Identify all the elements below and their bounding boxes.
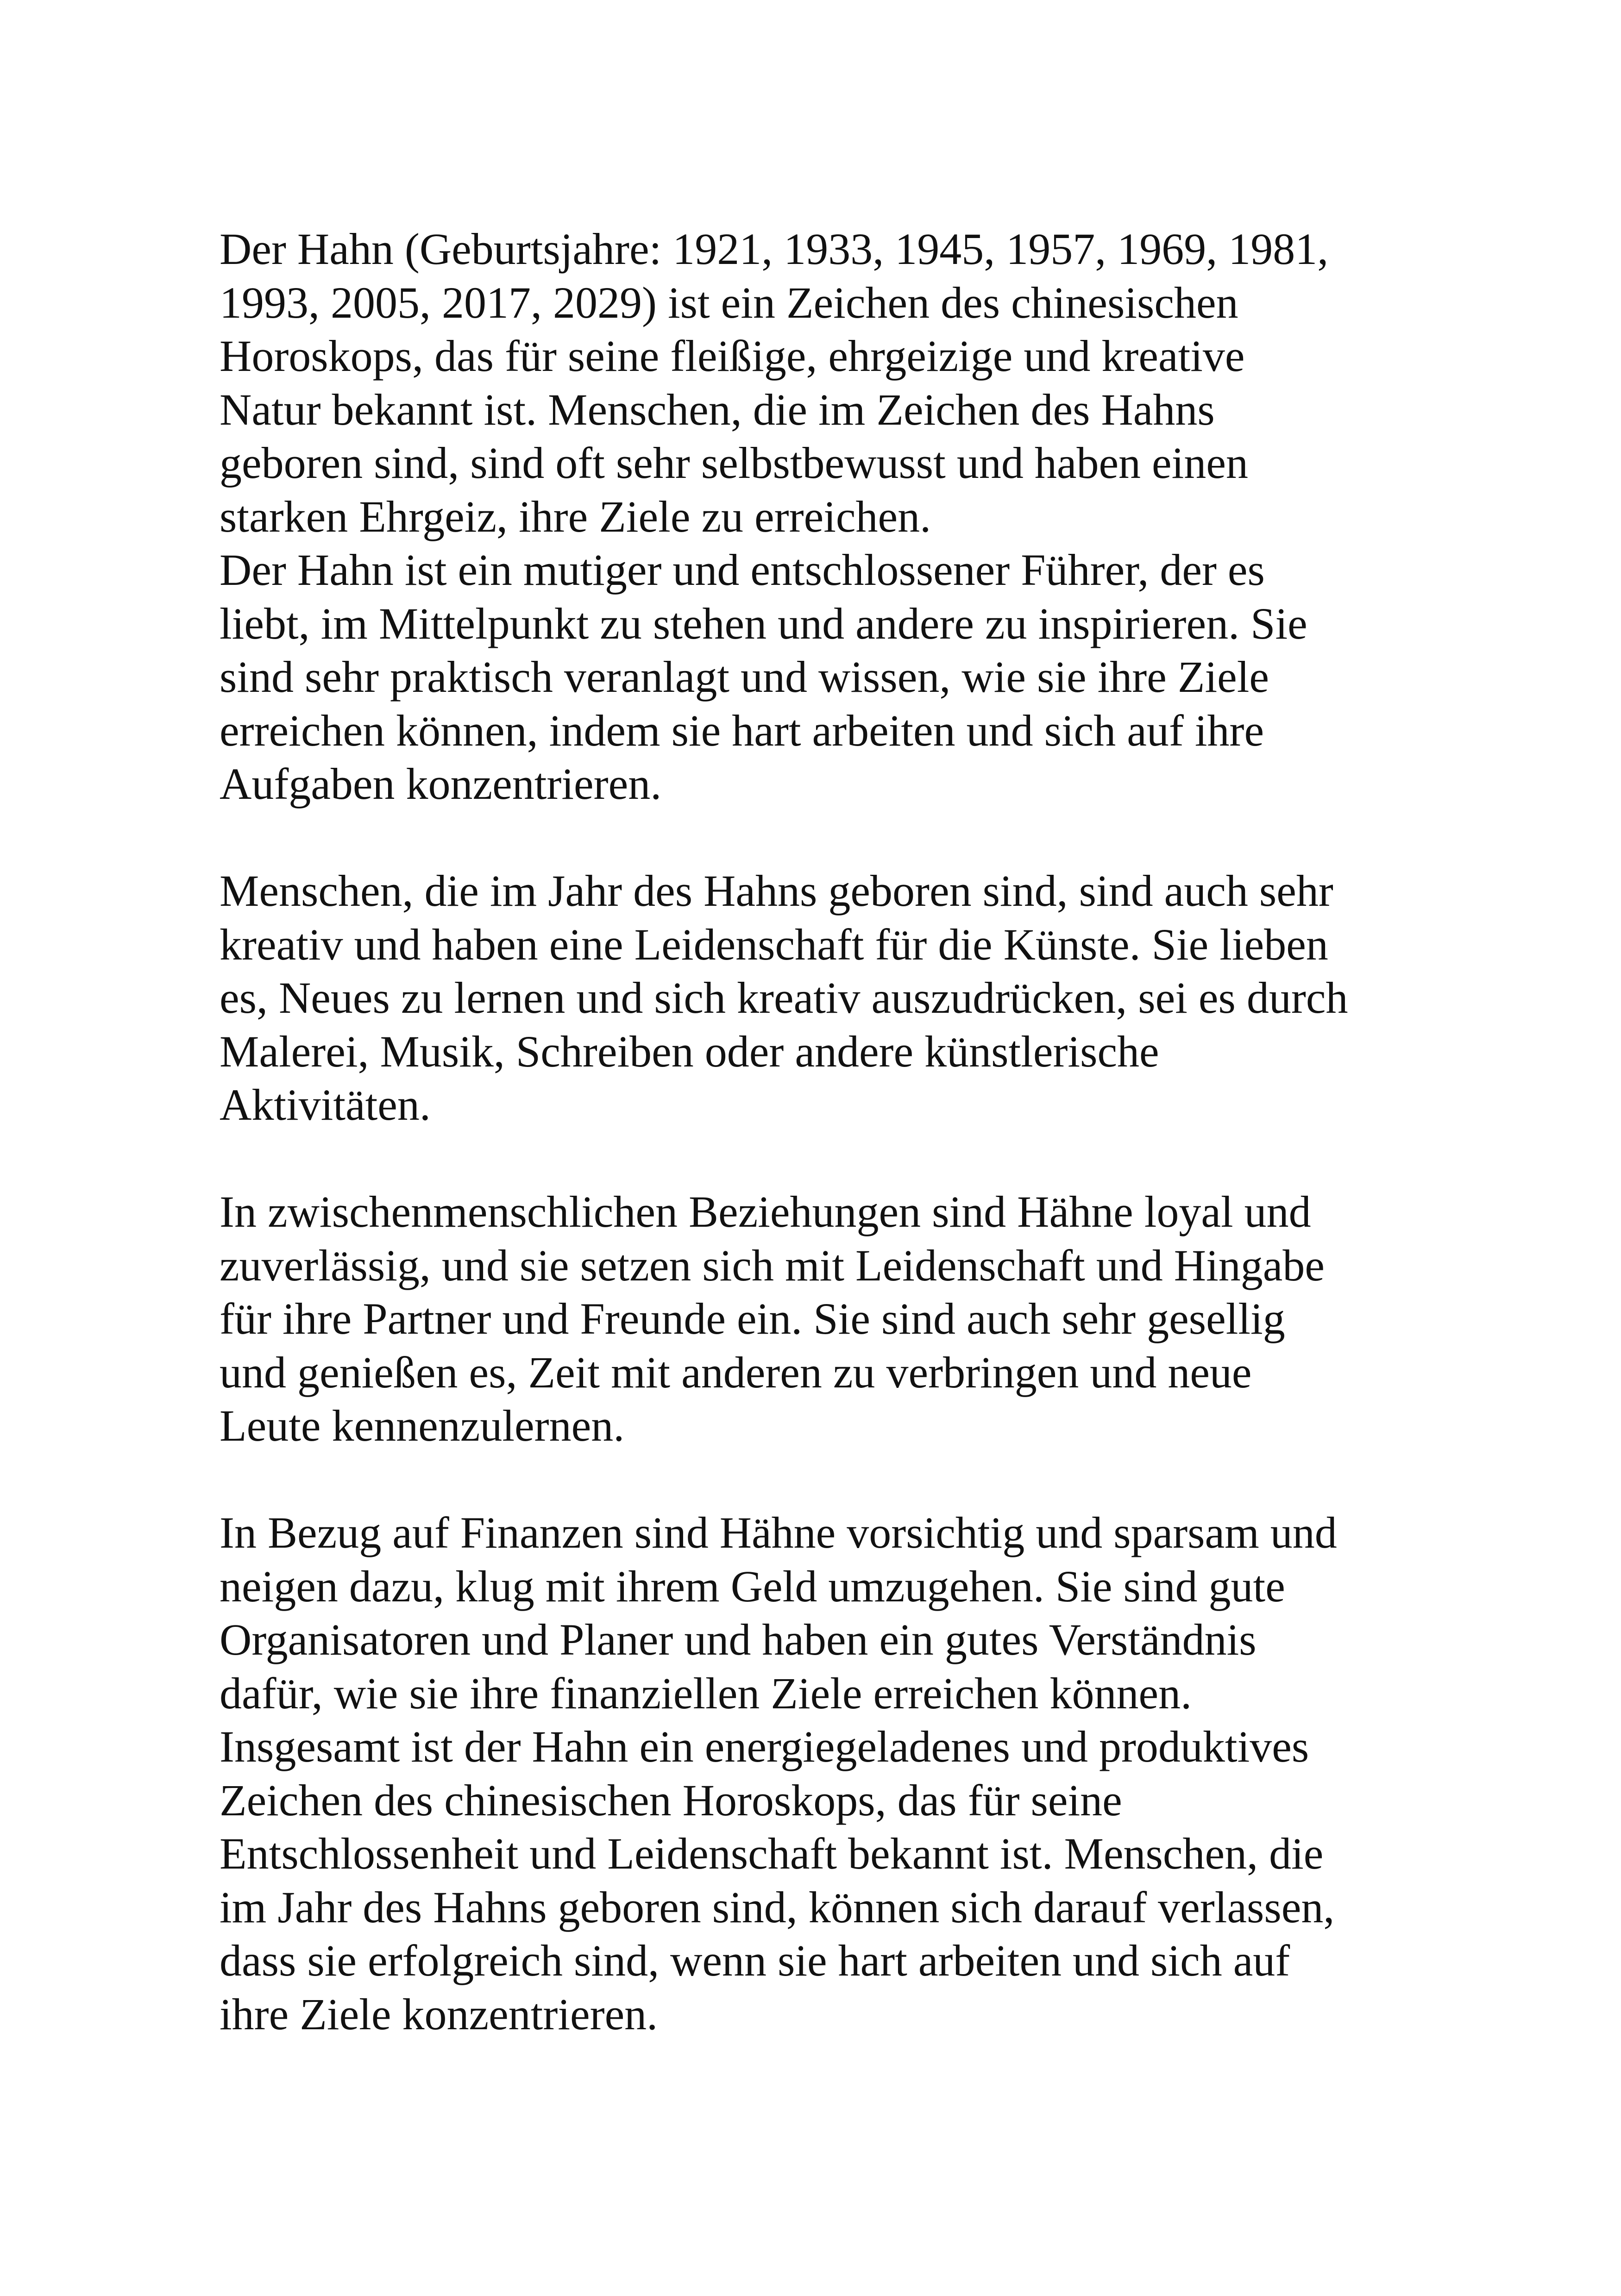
text-line: es, Neues zu lernen und sich kreativ auszudrücken, sei es durch <box>220 973 1348 1023</box>
text-line: starken Ehrgeiz, ihre Ziele zu erreichen. <box>220 491 931 541</box>
text-line: Insgesamt ist der Hahn ein energiegeladenes und produktives <box>220 1722 1309 1771</box>
text-line: Organisatoren und Planer und haben ein gutes Verständnis <box>220 1615 1257 1664</box>
paragraph <box>220 543 1424 811</box>
text-line: zuverlässig, und sie setzen sich mit Leidenschaft und Hingabe <box>220 1240 1325 1290</box>
paragraph <box>220 222 1424 543</box>
text-line: ihre Ziele konzentrieren. <box>220 1989 658 2039</box>
text-line: Leute kennenzulernen. <box>220 1401 625 1450</box>
text-line: sind sehr praktisch veranlagt und wissen, wie sie ihre Ziele <box>220 652 1269 702</box>
text-line: In zwischenmenschlichen Beziehungen sind Hähne loyal und <box>220 1187 1311 1236</box>
text-line: 1993, 2005, 2017, 2029) ist ein Zeichen des chinesischen <box>220 277 1238 327</box>
text-line: neigen dazu, klug mit ihrem Geld umzugehen. Sie sind gute <box>220 1561 1285 1611</box>
text-line: Zeichen des chinesischen Horoskops, das für seine <box>220 1775 1122 1825</box>
text-line: liebt, im Mittelpunkt zu stehen und andere zu inspirieren. Sie <box>220 598 1307 648</box>
text-line: Der Hahn (Geburtsjahre: 1921, 1933, 1945, 1957, 1969, 1981, <box>220 224 1329 274</box>
text-line: im Jahr des Hahns geboren sind, können sich darauf verlassen, <box>220 1882 1335 1932</box>
text-line: erreichen können, indem sie hart arbeiten und sich auf ihre <box>220 705 1264 755</box>
text-line: kreativ und haben eine Leidenschaft für die Künste. Sie lieben <box>220 919 1328 969</box>
text-line: Aktivitäten. <box>220 1080 431 1129</box>
text-line: und genießen es, Zeit mit anderen zu verbringen und neue <box>220 1347 1252 1397</box>
text-line: Aufgaben konzentrieren. <box>220 759 662 809</box>
text-line: Entschlossenheit und Leidenschaft bekannt ist. Menschen, die <box>220 1829 1324 1878</box>
text-line: In Bezug auf Finanzen sind Hähne vorsichtig und sparsam und <box>220 1508 1337 1557</box>
text-line: Menschen, die im Jahr des Hahns geboren sind, sind auch sehr <box>220 866 1333 916</box>
paragraph <box>220 1720 1424 2041</box>
text-line: Der Hahn ist ein mutiger und entschlossener Führer, der es <box>220 545 1265 595</box>
text-line: Natur bekannt ist. Menschen, die im Zeichen des Hahns <box>220 384 1215 434</box>
text-line: dass sie erfolgreich sind, wenn sie hart arbeiten und sich auf <box>220 1936 1290 1985</box>
text-line: Horoskops, das für seine fleißige, ehrgeizige und kreative <box>220 331 1245 381</box>
text-line: geboren sind, sind oft sehr selbstbewusst und haben einen <box>220 438 1248 488</box>
text-line: Malerei, Musik, Schreiben oder andere künstlerische <box>220 1026 1159 1076</box>
paragraph <box>220 1185 1424 1453</box>
text-line: für ihre Partner und Freunde ein. Sie sind auch sehr gesellig <box>220 1294 1285 1343</box>
document-body <box>220 222 1424 2041</box>
paragraph <box>220 864 1424 1132</box>
paragraph <box>220 1506 1424 1720</box>
text-line: dafür, wie sie ihre finanziellen Ziele erreichen können. <box>220 1668 1192 1718</box>
